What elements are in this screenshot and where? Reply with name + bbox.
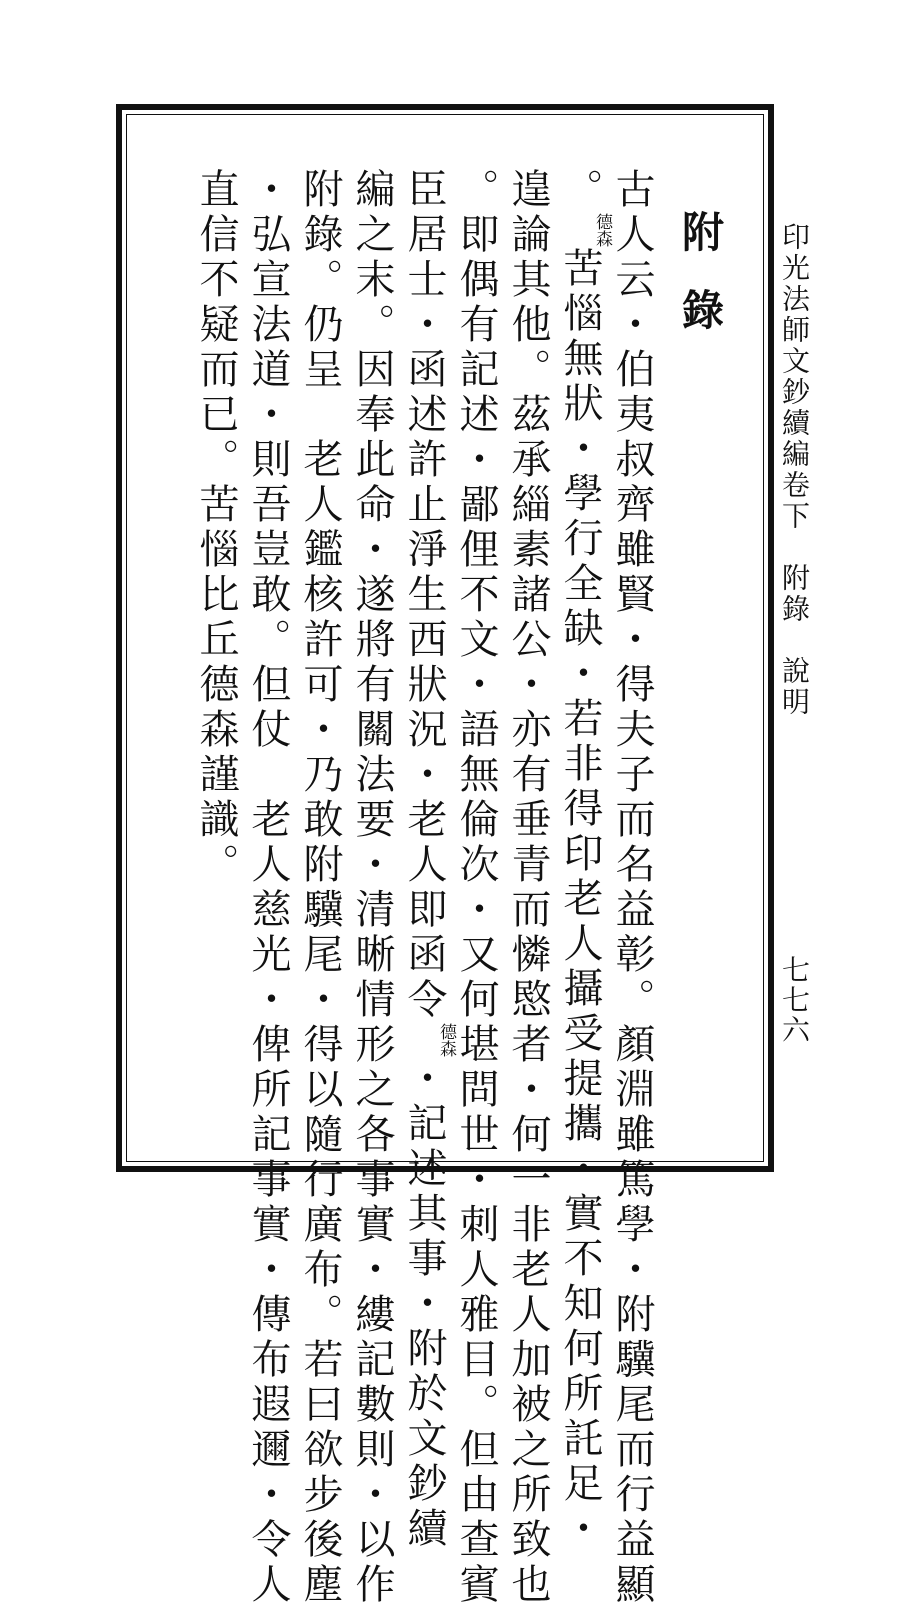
- text-line: ・弘宣法道・則吾豈敢。但仗 老人慈光・俾所記事實・傳布遐邇・令人: [245, 168, 291, 1608]
- text-line: 附錄。仍呈 老人鑑核許可・乃敢附驥尾・得以隨行廣布。若曰欲步後塵: [297, 168, 343, 1608]
- text-column: [245, 168, 291, 1608]
- text-line: ・記述其事・附於文鈔續: [401, 1057, 447, 1552]
- text-line: 。即偶有記述・鄙俚不文・語無倫次・又何堪問世・刺人雅目。但由查賓: [453, 168, 499, 1608]
- section-title: 附錄: [676, 210, 725, 366]
- text-column: [453, 168, 499, 1608]
- text-line: 直信不疑而已。苦惱比丘德森謹識。: [193, 168, 239, 888]
- text-line: 古人云・伯夷叔齊雖賢・得夫子而名益彰。顏淵雖篤學・附驥尾而行益顯: [609, 168, 655, 1608]
- text-column: [557, 168, 612, 1552]
- text-column: [193, 168, 239, 888]
- running-head: 印光法師文鈔續編卷下 附錄 說明: [778, 222, 811, 718]
- text-column: [401, 168, 456, 1552]
- text-line: 。: [557, 168, 603, 213]
- text-column: [609, 168, 655, 1608]
- page-number: 七七六: [778, 955, 811, 1045]
- text-column: [505, 168, 551, 1608]
- text-line: 遑論其他。茲承緇素諸公・亦有垂青而憐愍者・何一非老人加被之所致也: [505, 168, 551, 1608]
- inline-note: 德森: [592, 213, 612, 247]
- text-line: 臣居士・函述許止淨生西狀況・老人即函令: [401, 168, 447, 1023]
- inline-note: 德森: [436, 1023, 456, 1057]
- text-line: 編之末。因奉此命・遂將有關法要・清晰情形之各事實・縷記數則・以作: [349, 168, 395, 1608]
- text-column: [349, 168, 395, 1608]
- text-line: 苦惱無狀・學行全缺・若非得印老人攝受提攜・實不知何所託足・: [557, 247, 603, 1552]
- text-column: [297, 168, 343, 1608]
